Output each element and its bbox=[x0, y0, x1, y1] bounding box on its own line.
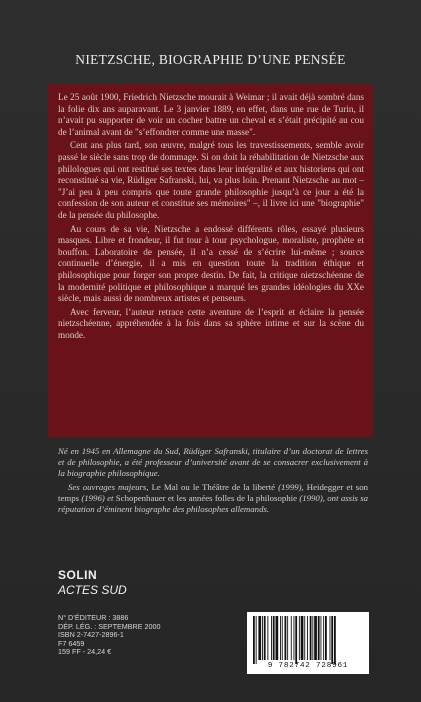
publisher-solin: SOLIN bbox=[58, 568, 98, 582]
barcode-bar bbox=[276, 616, 279, 660]
barcode-bar bbox=[325, 616, 327, 660]
publication-details bbox=[58, 614, 228, 657]
blurb-paragraph-4: Avec ferveur, l’auteur retrace cette aventure de l’esprit et éclaire la pensée nietzschéenne, appréhendée à la fois dans sa sphère intime et sur la scène du monde. bbox=[58, 306, 364, 340]
barcode-bar bbox=[301, 616, 304, 660]
isbn: ISBN 2-7427-2896-1 bbox=[58, 630, 124, 640]
barcode-bar bbox=[262, 616, 263, 660]
blurb-paragraph-1: Le 25 août 1900, Friedrich Nietzsche mourait à Weimar ; il avait déjà sombré dans la folie dix ans auparavant. Le 3 janvier 1889, en effet, dans une rue de Turin, il n’avait pu supporter de voir un cocher battre un cheval et s’était précipité au cou de l’animal avant de "s’effondrer comme une masse". bbox=[58, 92, 364, 137]
barcode-bar bbox=[273, 616, 275, 660]
barcode-digits: 9 782742 728961 bbox=[267, 662, 349, 670]
barcode-bar bbox=[258, 616, 261, 660]
barcode-bar bbox=[312, 616, 313, 660]
publisher-block bbox=[58, 568, 127, 597]
catalog-code: F7 6459 bbox=[58, 638, 85, 648]
publisher-actes-sud: ACTES SUD bbox=[58, 583, 127, 597]
barcode-bar bbox=[285, 616, 287, 660]
barcode-bar bbox=[256, 616, 257, 664]
bio-works-intro: Ses ouvrages majeurs, bbox=[68, 481, 149, 492]
barcode-bar bbox=[291, 616, 292, 660]
barcode-bar bbox=[318, 616, 320, 660]
barcode-bar bbox=[271, 616, 272, 660]
legal-deposit: DÉP. LÉG. : SEPTEMBRE 2000 bbox=[58, 621, 161, 631]
bio-works-end: ont assis sa réputation d’éminent biographe des philosophes allemands. bbox=[58, 492, 369, 515]
price: 159 FF - 24,24 € bbox=[58, 647, 112, 657]
barcode-bar bbox=[304, 616, 305, 660]
bio-works-and: et bbox=[107, 492, 114, 503]
barcode-bar bbox=[323, 616, 324, 660]
barcode-bar bbox=[314, 616, 317, 660]
author-bio-paragraph-1: Né en 1945 en Allemagne du Sud, Rüdiger Safranski, titulaire d’un doctorat de lettres et de philosophie, a été professeur d’université avant de se consacrer exclusivement à la biographie philosophique. bbox=[58, 446, 368, 479]
editor-number: N° D’ÉDITEUR : 3886 bbox=[58, 613, 129, 622]
work-title-2: Heidegger et son temps bbox=[58, 481, 368, 503]
work-year-2: (1996) bbox=[81, 492, 105, 503]
barcode-bar bbox=[264, 616, 266, 660]
work-title-1: Le Mal ou le Théâtre de la liberté bbox=[151, 481, 276, 492]
barcode-bar bbox=[307, 616, 308, 660]
blurb-text bbox=[58, 92, 364, 343]
blurb-paragraph-2: Cent ans plus tard, son œuvre, malgré tous les travestissements, semble avoir passé le siècle sans trop de dommage. Si on doit la réhabilitation de Nietzsche aux philologues qui ont restitué ses textes dans leur intégralité et aux historiens qui ont reconstitué sa vie, Rüdiger Safranski, lui, va plus loin. Prenant Nietzsche au mot – "J’ai peu à peu compris que toute grande philosophie jusqu’à ce jour a été la confession de son auteur et constitue ses mémoires" –, il livre ici une "biographie" de la pensée du philosophe. bbox=[58, 140, 364, 220]
blurb-paragraph-3: Au cours de sa vie, Nietzsche a endossé différents rôles, essayé plusieurs masques. Libre et frondeur, il fut tour à tour psychologue, moraliste, prophète et bouffon. Laboratoire de pensée, il n’a cessé de s’écrire lui-même ; source continuelle d’énergie, il a mis en question toute la tradition éthique et philosophique pour forger son propre destin. De fait, la critique nietzschéenne de la modernité politique et philosophique a marqué les grandes idéologies du XXe siècle, mais aussi de nombreux artistes et penseurs. bbox=[58, 223, 364, 304]
barcode-bar bbox=[331, 616, 333, 664]
barcode-bar bbox=[267, 616, 268, 660]
barcode-bar bbox=[253, 616, 255, 664]
barcode-bar bbox=[294, 616, 295, 660]
barcode-bar bbox=[282, 616, 283, 660]
barcode-bar bbox=[287, 616, 288, 660]
barcode-bar bbox=[295, 616, 297, 664]
work-year-3: (1990), bbox=[299, 492, 325, 503]
barcode-bar bbox=[321, 616, 322, 660]
author-bio-paragraph-2 bbox=[58, 482, 368, 516]
work-year-1: (1999), bbox=[278, 481, 304, 492]
barcode-bar bbox=[280, 616, 281, 660]
barcode-bar bbox=[330, 616, 331, 660]
author-bio bbox=[58, 446, 368, 517]
barcode-bar bbox=[299, 616, 300, 660]
work-title-3: Schopenhauer et les années folles de la philosophie bbox=[115, 492, 297, 503]
barcode-bar bbox=[310, 616, 312, 660]
barcode-bar bbox=[334, 616, 336, 664]
book-title: NIETZSCHE, BIOGRAPHIE D’UNE PENSÉE bbox=[75, 52, 346, 67]
